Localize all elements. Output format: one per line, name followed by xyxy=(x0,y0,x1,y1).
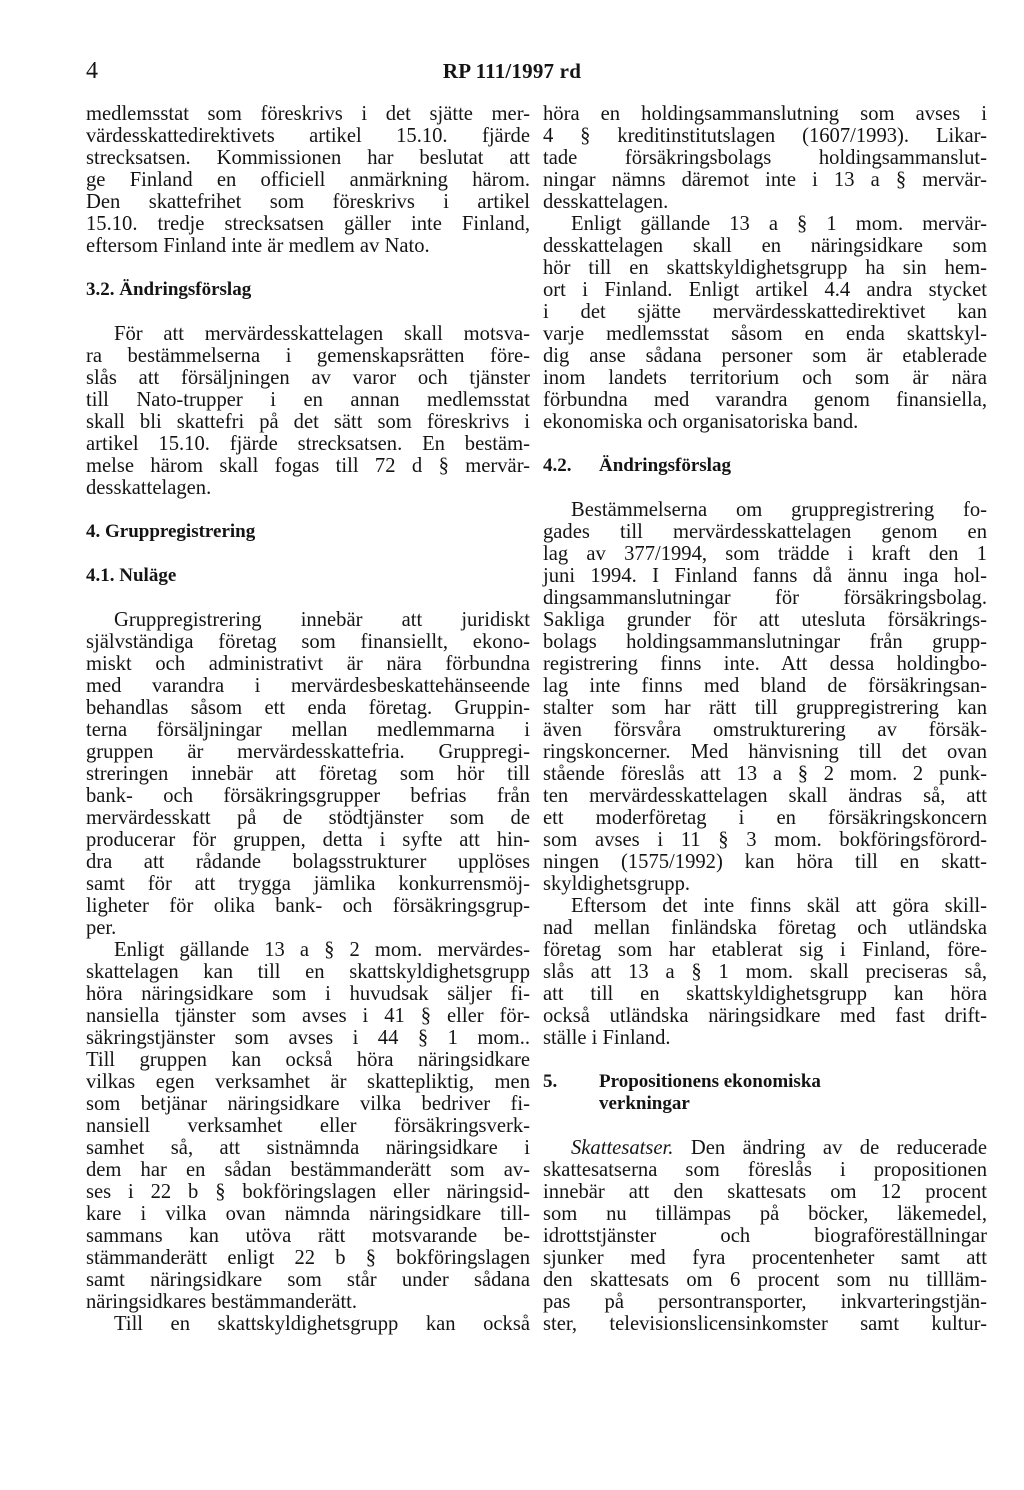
text-line xyxy=(543,1137,987,1159)
text-line: kare i vilka ovan nämnda näringsidkare till- xyxy=(86,1203,530,1225)
text-line: företag som har etablerat sig i Finland, före- xyxy=(543,939,987,961)
paragraph xyxy=(543,895,987,1049)
text-line: melse härom skall fogas till 72 d § mervär- xyxy=(86,455,530,477)
text-line: Enligt gällande 13 a § 2 mom. mervärdes- xyxy=(114,939,530,961)
running-header: RP 111/1997 rd xyxy=(442,59,582,83)
text-line: 15.10. tredje strecksatsen gäller inte Finland, xyxy=(86,213,530,235)
text-line: även försvåra omstrukturering av försäk- xyxy=(543,719,987,741)
text-line: självständiga företag som finansiellt, ekono- xyxy=(86,631,530,653)
text-line: ställe i Finland. xyxy=(543,1027,671,1049)
text-line: varje medlemsstat såsom en enda skattskyl- xyxy=(543,323,987,345)
text-line: artikel 15.10. fjärde strecksatsen. En bestäm- xyxy=(86,433,530,455)
text-line: skattelagen kan till en skattskyldighetsgrupp xyxy=(86,961,530,983)
text-line: ten mervärdesskattelagen skall ändras så, att xyxy=(543,785,987,807)
text-line: desskattelagen skall en näringsidkare som xyxy=(543,235,987,257)
section-number: 4.2. xyxy=(543,455,572,476)
text-line: också utländska näringsidkare med fast drift- xyxy=(543,1005,987,1027)
text-line: sammans kan utöva rätt motsvarande be- xyxy=(86,1225,530,1247)
text-line: bolags holdingsammanslutningar från grupp- xyxy=(543,631,987,653)
text-line: 4 § kreditinstitutslagen (1607/1993). Likar- xyxy=(543,125,987,147)
page-number: 4 xyxy=(86,58,98,84)
section-title: Gruppregistrering xyxy=(105,521,256,542)
left-column xyxy=(86,103,530,1335)
section-heading-3-2 xyxy=(86,279,530,301)
text-line: förbundna med varandra genom finansiella, xyxy=(543,389,987,411)
section-heading-5 xyxy=(543,1071,987,1115)
text-line: Sakliga grunder för att utesluta försäkrings- xyxy=(543,609,987,631)
text-line: slås att 13 a § 1 mom. skall preciseras så, xyxy=(543,961,987,983)
text-line: Enligt gällande 13 a § 1 mom. mervär- xyxy=(571,213,987,235)
paragraph xyxy=(543,499,987,895)
text-line: stalter som har rätt till gruppregistrering kan xyxy=(543,697,987,719)
italic-lead: Skattesatser. xyxy=(571,1137,674,1159)
paragraph xyxy=(86,1313,530,1335)
section-heading-4-2 xyxy=(543,455,987,477)
text-line: desskattelagen. xyxy=(543,191,669,213)
section-title-line: Propositionens ekonomiska xyxy=(599,1071,821,1092)
text-line: samhet så, att sistnämnda näringsidkare i xyxy=(86,1137,530,1159)
text-line: streringen innebär att företag som hör till xyxy=(86,763,530,785)
text-line: att till en skattskyldighetsgrupp kan höra xyxy=(543,983,987,1005)
text-line: idrottstjänster och biograföreställningar xyxy=(543,1225,987,1247)
text-line: tade försäkringsbolags holdingsammanslut- xyxy=(543,147,987,169)
paragraph xyxy=(543,103,987,213)
text-line: som betjänar näringsidkare vilka bedriver fi- xyxy=(86,1093,530,1115)
text-line: ekonomiska och organisatoriska band. xyxy=(543,411,859,433)
text-line: miskt och administrativt är nära förbundna xyxy=(86,653,530,675)
section-title: Ändringsförslag xyxy=(119,279,252,300)
text-line: slås att försäljningen av varor och tjänster xyxy=(86,367,530,389)
text-run: Den ändring av de reducerade xyxy=(673,1137,987,1159)
text-line: gruppen är mervärdesskattefria. Gruppregi- xyxy=(86,741,530,763)
text-line: sjunker med fyra procentenheter samt att xyxy=(543,1247,987,1269)
text-line: juni 1994. I Finland fanns då ännu inga hol- xyxy=(543,565,987,587)
text-line: skall bli skattefri på det sätt som föreskrivs i xyxy=(86,411,530,433)
text-line: desskattelagen. xyxy=(86,477,212,499)
text-line: Gruppregistrering innebär att juridiskt xyxy=(114,609,530,631)
text-line: eftersom Finland inte är medlem av Nato. xyxy=(86,235,430,257)
text-line: ort i Finland. Enligt artikel 4.4 andra stycket xyxy=(543,279,987,301)
text-line: ningen (1575/1992) kan höra till en skatt- xyxy=(543,851,987,873)
text-line: nansiella tjänster som avses i 41 § eller för- xyxy=(86,1005,530,1027)
text-line: samt näringsidkare som står under sådana xyxy=(86,1269,530,1291)
text-line: dra att rådande bolagsstrukturer upplöses xyxy=(86,851,530,873)
text-line: samt för att trygga jämlika konkurrensmöj- xyxy=(86,873,530,895)
text-line: pas på persontransporter, inkvarteringstjän- xyxy=(543,1291,987,1313)
text-line: per. xyxy=(86,917,117,939)
text-line: inom landets territorium och som är nära xyxy=(543,367,987,389)
paragraph xyxy=(543,1137,987,1335)
right-column xyxy=(543,103,987,1335)
text-line: stående föreslås att 13 a § 2 mom. 2 punk- xyxy=(543,763,987,785)
text-line: dem har en sådan bestämmanderätt som av- xyxy=(86,1159,530,1181)
text-line: ringskoncerner. Med hänvisning till det ovan xyxy=(543,741,987,763)
text-line: höra näringsidkare som i huvudsak säljer fi- xyxy=(86,983,530,1005)
text-line: som avses i 11 § 3 mom. bokföringsförord- xyxy=(543,829,987,851)
text-line: bank- och försäkringsgrupper befrias från xyxy=(86,785,530,807)
section-number: 4.1. xyxy=(86,565,115,586)
text-line: För att mervärdesskattelagen skall motsva- xyxy=(114,323,530,345)
paragraph xyxy=(86,939,530,1313)
text-line: skattesatserna som föreslås i propositionen xyxy=(543,1159,987,1181)
text-line: näringsidkares bestämmanderätt. xyxy=(86,1291,358,1313)
text-line: Eftersom det inte finns skäl att göra skill- xyxy=(571,895,987,917)
text-line: till Nato-trupper i en annan medlemsstat xyxy=(86,389,530,411)
section-heading-4 xyxy=(86,521,530,543)
text-line: Den skattefrihet som föreskrivs i artikel xyxy=(86,191,530,213)
paragraph xyxy=(86,323,530,499)
text-line: med varandra i mervärdesbeskattehänseende xyxy=(86,675,530,697)
paragraph xyxy=(86,103,530,257)
text-line: hör till en skattskyldighetsgrupp ha sin hem- xyxy=(543,257,987,279)
section-number: 3.2. xyxy=(86,279,115,300)
text-line: säkringstjänster som avses i 44 § 1 mom.. xyxy=(86,1027,530,1049)
text-line: ligheter för olika bank- och försäkringsgrup- xyxy=(86,895,530,917)
section-number: 5. xyxy=(543,1071,558,1092)
section-title: Nuläge xyxy=(119,565,177,586)
text-line: Till en skattskyldighetsgrupp kan också xyxy=(114,1313,530,1335)
text-line: strecksatsen. Kommissionen har beslutat att xyxy=(86,147,530,169)
text-line: gades till mervärdesskattelagen genom en xyxy=(543,521,987,543)
text-line: behandlas såsom ett enda företag. Gruppin- xyxy=(86,697,530,719)
text-line: vilkas egen verksamhet är skattepliktig, men xyxy=(86,1071,530,1093)
text-line: medlemsstat som föreskrivs i det sjätte mer- xyxy=(86,103,530,125)
paragraph xyxy=(543,213,987,433)
text-line: i det sjätte mervärdesskattedirektivet kan xyxy=(543,301,987,323)
text-line: ett moderföretag i en försäkringskoncern xyxy=(543,807,987,829)
section-title-line: verkningar xyxy=(599,1093,690,1114)
section-number: 4. xyxy=(86,521,101,542)
text-line: mervärdesskatt på de stödtjänster som de xyxy=(86,807,530,829)
section-title xyxy=(599,1071,821,1115)
paragraph xyxy=(86,609,530,939)
text-line: terna försäljningar mellan medlemmarna i xyxy=(86,719,530,741)
text-line: dingsammanslutningar för försäkringsbolag. xyxy=(543,587,987,609)
section-title: Ändringsförslag xyxy=(599,455,731,476)
text-line: Bestämmelserna om gruppregistrering fo- xyxy=(571,499,987,521)
text-line: stämmanderätt enligt 22 b § bokföringslagen xyxy=(86,1247,530,1269)
text-line: ge Finland en officiell anmärkning härom. xyxy=(86,169,530,191)
text-line: höra en holdingsammanslutning som avses i xyxy=(543,103,987,125)
text-line: nansiell verksamhet eller försäkringsverk- xyxy=(86,1115,530,1137)
text-line: ster, televisionslicensinkomster samt kultur- xyxy=(543,1313,987,1335)
text-line: innebär att den skattesats om 12 procent xyxy=(543,1181,987,1203)
text-line: registrering finns inte. Att dessa holdingbo- xyxy=(543,653,987,675)
text-line: ra bestämmelserna i gemenskapsrätten före- xyxy=(86,345,530,367)
text-line: producerar för gruppen, detta i syfte att hin- xyxy=(86,829,530,851)
text-line: värdesskattedirektivets artikel 15.10. fjärde xyxy=(86,125,530,147)
text-line: ses i 22 b § bokföringslagen eller näringsid- xyxy=(86,1181,530,1203)
text-line: ningar nämns däremot inte i 13 a § mervär- xyxy=(543,169,987,191)
text-line: Till gruppen kan också höra näringsidkare xyxy=(86,1049,530,1071)
text-line: lag av 377/1994, som trädde i kraft den 1 xyxy=(543,543,987,565)
text-line: dig anse sådana personer som är etablerade xyxy=(543,345,987,367)
text-line: den skattesats om 6 procent som nu tillläm- xyxy=(543,1269,987,1291)
text-line: nad mellan finländska företag och utländska xyxy=(543,917,987,939)
section-heading-4-1 xyxy=(86,565,530,587)
text-line: skyldighetsgrupp. xyxy=(543,873,691,895)
text-line: lag inte finns med bland de försäkringsan- xyxy=(543,675,987,697)
text-line: som nu tillämpas på böcker, läkemedel, xyxy=(543,1203,987,1225)
